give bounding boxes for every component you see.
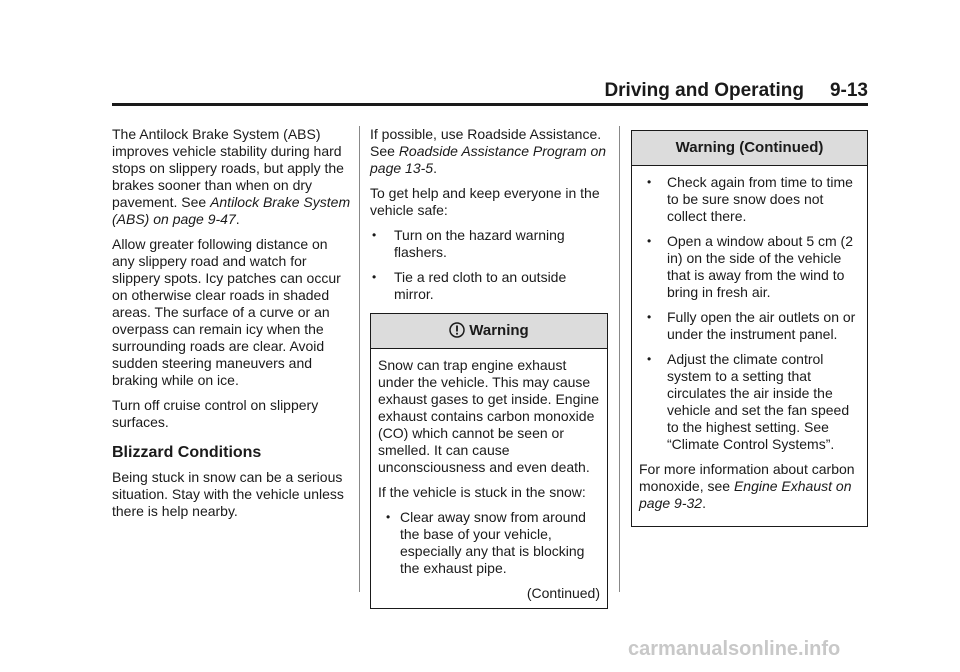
list-item: • Turn on the hazard warning flashers.: [372, 227, 565, 260]
list-item: • Check again from time to time to be sure snow does not collect there.: [647, 174, 853, 224]
cross-reference: Engine Exhaust on page 9-32: [639, 478, 852, 511]
cross-reference: Antilock Brake System (ABS) on page 9-47: [112, 194, 351, 227]
paragraph: Turn off cruise control on slippery surfaces.: [112, 397, 319, 430]
bullet-list: [370, 227, 608, 303]
column-divider: [359, 126, 360, 592]
paragraph: The Antilock Brake System (ABS) improves vehicle stability during hard stops on slippery roads, but apply the brakes sooner than when on dry pavement. See Antilock Brake System (ABS) on page 9-47.: [112, 126, 351, 227]
warning-body: [632, 166, 867, 526]
paragraph: If the vehicle is stuck in the snow:: [378, 484, 586, 500]
warning-header: [371, 314, 607, 349]
continued-label: (Continued): [526, 585, 600, 601]
list-item: • Adjust the climate control system to a setting that circulates the air inside the vehicle and set the fan speed to the highest setting. See “Climate Control Systems”.: [647, 351, 850, 452]
section-title: Driving and Operating: [604, 80, 804, 101]
warning-icon: [449, 317, 465, 351]
bullet-icon: •: [386, 510, 391, 524]
cross-reference: Roadside Assistance Program on page 13-5: [370, 143, 607, 176]
warning-box-continued: [631, 130, 868, 527]
section-heading: Blizzard Conditions: [112, 444, 262, 461]
bullet-icon: •: [647, 234, 652, 248]
list-item: • Open a window about 5 cm (2 in) on the side of the vehicle that is away from the wind to bring in fresh air.: [647, 233, 853, 300]
column-divider: [619, 126, 620, 592]
list-item: • Clear away snow from around the base of your vehicle, especially any that is blocking the exhaust pipe.: [386, 509, 586, 576]
list-item: • Fully open the air outlets on or under the instrument panel.: [647, 309, 856, 342]
list-item: • Tie a red cloth to an outside mirror.: [372, 269, 567, 302]
column-1: [112, 126, 352, 528]
page-number: 9-13: [829, 80, 868, 101]
bullet-list: [378, 509, 600, 577]
column-3: [631, 130, 868, 527]
bullet-icon: •: [372, 270, 377, 284]
warning-body: [371, 349, 607, 608]
bullet-icon: •: [372, 228, 377, 242]
paragraph: If possible, use Roadside Assistance. See Roadside Assistance Program on page 13-5.: [370, 126, 607, 176]
column-2: [370, 126, 608, 609]
bullet-icon: •: [647, 310, 652, 324]
paragraph: Allow greater following distance on any slippery road and watch for slippery spots. Icy patches can occur on otherwise clear roads in shaded areas. The surface of a curve or an overpass can remain icy when the surrounding roads are clear. Avoid sudden steering maneuvers and braking while on ice.: [112, 236, 341, 388]
header-rule: [112, 103, 868, 106]
warning-header: Warning (Continued): [632, 131, 867, 166]
bullet-icon: •: [647, 352, 652, 366]
warning-title: Warning: [469, 322, 529, 339]
paragraph: To get help and keep everyone in the vehicle safe:: [370, 185, 600, 218]
page-header: [112, 80, 868, 102]
warning-box: [370, 313, 608, 609]
bullet-list: [639, 174, 860, 453]
watermark: carmanualsonline.info: [628, 638, 841, 660]
paragraph: Being stuck in snow can be a serious situation. Stay with the vehicle unless there is help nearby.: [112, 469, 344, 519]
bullet-icon: •: [647, 175, 652, 189]
paragraph: Snow can trap engine exhaust under the vehicle. This may cause exhaust gases to get inside. Engine exhaust contains carbon monoxide (CO) which cannot be seen or smelled. It can cause unconsciousness and even death.: [378, 357, 600, 475]
paragraph: For more information about carbon monoxide, see Engine Exhaust on page 9-32.: [639, 461, 855, 511]
